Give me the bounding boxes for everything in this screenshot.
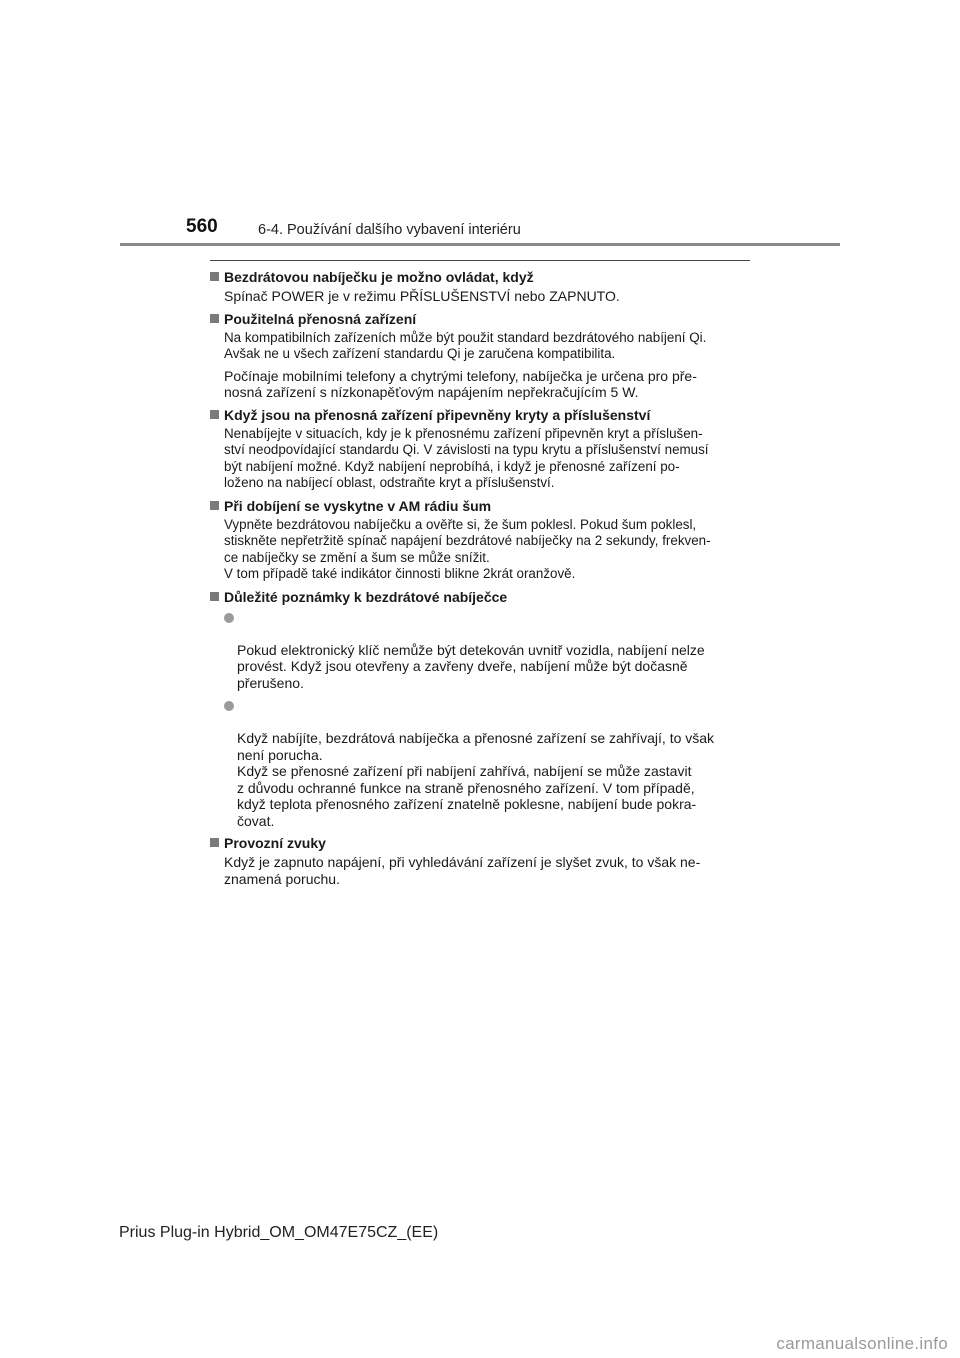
- header-rule: [120, 243, 840, 246]
- paragraph: Na kompatibilních zařízeních může být použit standard bezdrátového nabíjení Qi. Avšak ne u všech zařízení standardu Qi je zaručena kompatibilita.: [224, 329, 707, 361]
- section-availability: [210, 268, 750, 305]
- heading-text: Důležité poznámky k bezdrátové nabíječce: [224, 588, 508, 605]
- heading-text: Provozní zvuky: [224, 835, 326, 851]
- section-title: 6-4. Používání dalšího vybavení interiéru: [258, 222, 521, 238]
- square-bullet-icon: [210, 314, 219, 323]
- section-heading: [210, 588, 750, 606]
- section-heading: [210, 406, 750, 424]
- square-bullet-icon: [210, 501, 219, 510]
- paragraph: Počínaje mobilními telefony a chytrými telefony, nabíječka je určena pro pře- nosná zařízení s nízkonapěťovým napájením nepřekračujícím 5 W.: [224, 367, 697, 400]
- section-covers-accessories: [210, 406, 750, 492]
- page-number: 560: [186, 216, 218, 237]
- bullet-item: [210, 697, 750, 829]
- paragraph: Spínač POWER je v režimu PŘÍSLUŠENSTVÍ nebo ZAPNUTO.: [224, 288, 620, 304]
- heading-text: Bezdrátovou nabíječku je možno ovládat, když: [224, 269, 534, 285]
- heading-text: Použitelná přenosná zařízení: [224, 310, 417, 327]
- section-heading: [210, 268, 750, 286]
- section-heading: [210, 310, 750, 328]
- section-compatible-devices: [210, 310, 750, 401]
- watermark: carmanualsonline.info: [776, 1334, 948, 1353]
- section-heading: [210, 497, 750, 515]
- section-important-notes: [210, 588, 750, 830]
- square-bullet-icon: [210, 592, 219, 601]
- heading-text: Při dobíjení se vyskytne v AM rádiu šum: [224, 497, 492, 514]
- section-heading: [210, 834, 750, 852]
- square-bullet-icon: [210, 410, 219, 419]
- square-bullet-icon: [210, 272, 219, 281]
- footer-document-id: Prius Plug-in Hybrid_OM_OM47E75CZ_(EE): [119, 1224, 439, 1241]
- paragraph: Když je zapnuto napájení, při vyhledávání zařízení je slyšet zvuk, to však ne- znamená poruchu.: [224, 854, 701, 887]
- paragraph: Nenabíjejte v situacích, kdy je k přenosnému zařízení připevněn kryt a příslušen- ství neodpovídající standardu Qi. V závislosti na typu krytu a příslušenství nemusí být nabíjení možné. Když nabíjení neprobíhá, i když je přenosné zařízení po- loženo na nabíjecí oblast, odstraňte kryt a příslušenství.: [224, 425, 709, 490]
- content-rule: [210, 260, 750, 261]
- bullet-text: Když nabíjíte, bezdrátová nabíječka a přenosné zařízení se zahřívají, to však není porucha. Když se přenosné zařízení při nabíjení zahřívá, nabíjení se může zastavit z důvodu ochranné funkce na straně přenosného zařízení. V tom případě, když teplota přenosného zařízení znatelně poklesne, nabíjení bude pokra- čovat.: [237, 730, 715, 829]
- circle-bullet-icon: [224, 613, 234, 623]
- paragraph: Vypněte bezdrátovou nabíječku a ověřte si, že šum poklesl. Pokud šum poklesl, stiskněte nepřetržitě spínač napájení bezdrátové nabíječky na 2 sekundy, frekven- ce nabíječky se změní a šum se může snížit. V tom případě také indikátor činnosti blikne 2krát oranžově.: [224, 516, 711, 581]
- square-bullet-icon: [210, 838, 219, 847]
- heading-text: Když jsou na přenosná zařízení připevněny kryty a příslušenství: [224, 406, 651, 423]
- section-am-radio-noise: [210, 497, 750, 583]
- bullet-item: [210, 609, 750, 692]
- circle-bullet-icon: [224, 701, 234, 711]
- section-operating-sounds: [210, 834, 750, 887]
- bullet-text: Pokud elektronický klíč nemůže být detekován uvnitř vozidla, nabíjení nelze provést. Když jsou otevřeny a zavřeny dveře, nabíjení může být dočasně přerušeno.: [237, 641, 705, 691]
- content-body: [210, 265, 750, 887]
